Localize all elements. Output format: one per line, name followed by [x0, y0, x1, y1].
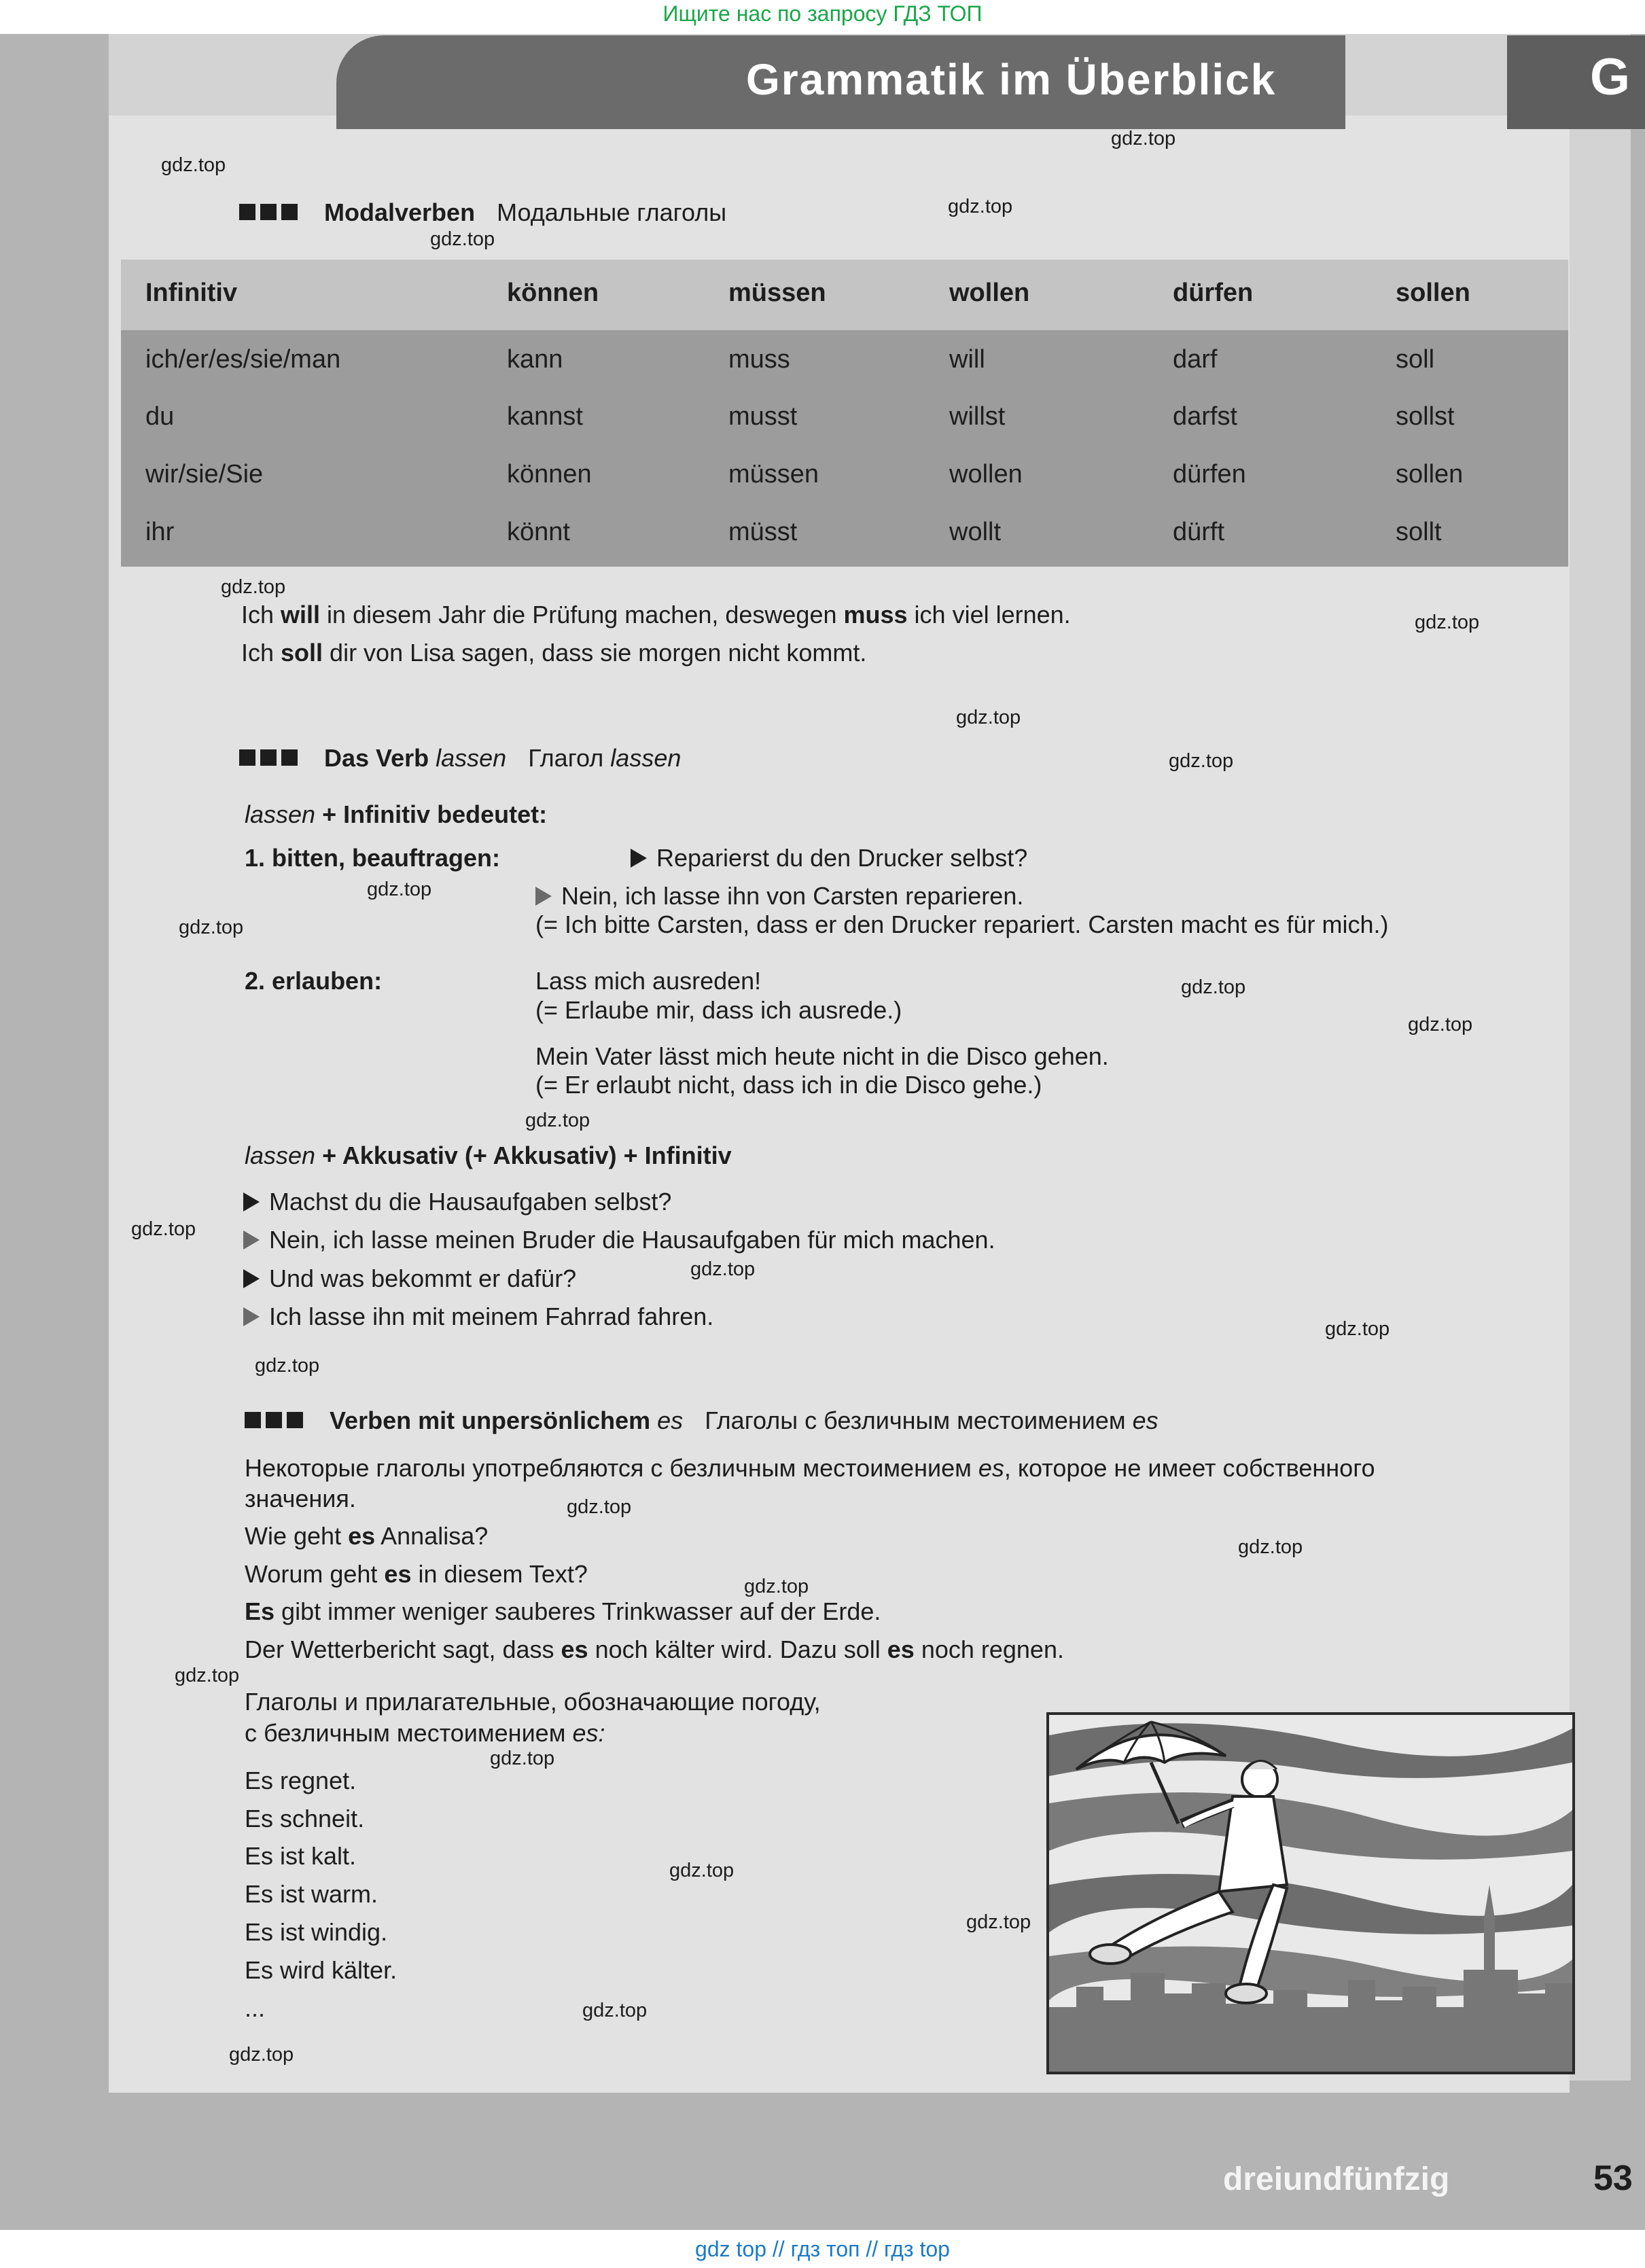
watermark-text: gdz.top — [525, 1110, 590, 1131]
watermark-text: gdz.top — [255, 1355, 320, 1377]
table-cell: dürfen — [1173, 460, 1246, 489]
page-title: Grammatik im Überblick — [746, 55, 1277, 104]
watermark-text: gdz.top — [490, 1748, 555, 1769]
modal-verbs-subtitle: Модальные глаголы — [497, 198, 727, 226]
table-cell: musst — [728, 402, 798, 431]
modal-verbs-title: Modalverben — [324, 198, 476, 226]
lassen-point-1-label: 1. bitten, beauftragen: — [245, 844, 501, 872]
watermark-text: gdz.top — [956, 707, 1021, 728]
weather-item: Es ist warm. — [245, 1880, 378, 1908]
watermark-text: gdz.top — [367, 879, 432, 900]
es-example: Der Wetterbericht sagt, dass es noch kälter wird. Dazu soll es noch regnen. — [245, 1635, 1064, 1663]
table-cell: ihr — [145, 518, 175, 546]
lassen-point-2-line: (= Er erlaubt nicht, dass ich in die Disco gehe.) — [535, 1071, 1042, 1099]
dialog-line: Machst du die Hausaufgaben selbst? — [243, 1188, 671, 1216]
lassen-point-2-line: Mein Vater lässt mich heute nicht in die Disco gehen. — [535, 1042, 1109, 1070]
page-number-word: dreiundfünfzig — [1223, 2161, 1450, 2197]
square-bullet-icon — [239, 749, 255, 766]
square-bullet-icon — [287, 1412, 303, 1428]
table-header: können — [507, 279, 599, 307]
top-search-link[interactable]: Ищите нас по запросу ГДЗ ТОП — [662, 1, 983, 26]
watermark-text: gdz.top — [175, 1665, 240, 1686]
square-bullet-icon — [260, 749, 277, 766]
arrow-icon — [243, 1269, 260, 1288]
table-cell: soll — [1396, 345, 1435, 374]
watermark-text: gdz.top — [1408, 1014, 1473, 1035]
table-header: müssen — [728, 279, 826, 307]
modal-example-2: Ich soll dir von Lisa sagen, dass sie morgen nicht kommt. — [241, 639, 867, 667]
es-heading: Verben mit unpersönlichem es Глаголы с безличным местоимением es — [245, 1406, 1158, 1435]
section-tab-letter: G — [1590, 48, 1631, 106]
weather-item: ... — [245, 1994, 266, 2022]
table-cell: könnt — [507, 518, 570, 546]
arrow-icon — [243, 1192, 260, 1211]
weather-item: Es ist kalt. — [245, 1842, 357, 1870]
table-cell: sollt — [1396, 518, 1442, 546]
dialog-line: Und was bekommt er dafür? — [243, 1264, 576, 1293]
es-example: Worum geht es in diesem Text? — [245, 1560, 588, 1588]
table-cell: wir/sie/Sie — [145, 460, 264, 489]
watermark-text: gdz.top — [1238, 1536, 1303, 1558]
watermark-text: gdz.top — [567, 1496, 632, 1518]
square-bullet-icon — [281, 204, 298, 220]
es-intro-line: Некоторые глаголы употребляются с безличным местоимением es, которое не имеет собственного — [245, 1454, 1375, 1482]
table-cell: sollen — [1396, 460, 1464, 489]
weather-intro-line: с безличным местоимением es: — [245, 1719, 605, 1747]
lassen-heading: Das Verb lassen Глагол lassen — [239, 744, 681, 773]
table-cell: können — [507, 460, 592, 489]
modal-verbs-heading — [239, 198, 726, 227]
es-example: Wie geht es Annalisa? — [245, 1522, 489, 1550]
weather-item: Es wird kälter. — [245, 1956, 397, 1984]
table-cell: sollst — [1396, 402, 1455, 431]
arrow-icon — [631, 849, 647, 868]
watermark-text: gdz.top — [948, 196, 1013, 217]
table-cell: wollt — [949, 518, 1002, 546]
lassen-point-2-line: Lass mich ausreden! — [535, 967, 762, 995]
square-bullet-icon — [266, 1412, 282, 1428]
windy-weather-drawing — [1049, 1715, 1572, 2072]
table-cell: wollen — [949, 460, 1023, 489]
weather-item: Es regnet. — [245, 1767, 357, 1794]
es-example: Es gibt immer weniger sauberes Trinkwasser auf der Erde. — [245, 1597, 881, 1625]
table-cell: müssen — [728, 460, 819, 489]
watermark-text: gdz.top — [430, 228, 495, 250]
square-bullet-icon — [260, 204, 277, 220]
table-cell: will — [949, 345, 985, 374]
watermark-text: gdz.top — [131, 1218, 196, 1240]
page-number: 53 — [1593, 2159, 1633, 2198]
windy-weather-illustration — [1046, 1712, 1575, 2074]
lassen-point-1-answer: Nein, ich lasse ihn von Carsten reparieren. — [535, 882, 1023, 910]
watermark-text: gdz.top — [1111, 128, 1176, 149]
watermark-text: gdz.top — [582, 2000, 648, 2021]
watermark-text: gdz.top — [221, 576, 286, 598]
table-header: dürfen — [1173, 279, 1254, 307]
table-header: wollen — [949, 279, 1030, 307]
lassen-means-heading: lassen + Infinitiv bedeutet: — [245, 800, 548, 828]
table-cell: willst — [949, 402, 1006, 431]
watermark-text: gdz.top — [229, 2044, 294, 2066]
modal-example-1: Ich will in diesem Jahr die Prüfung machen, deswegen muss ich viel lernen. — [241, 601, 1071, 628]
arrow-icon — [243, 1307, 260, 1326]
square-bullet-icon — [245, 1412, 261, 1428]
square-bullet-icon — [281, 749, 298, 766]
dialog-line: Ich lasse ihn mit meinem Fahrrad fahren. — [243, 1303, 713, 1331]
watermark-text: gdz.top — [1415, 612, 1480, 633]
watermark-text: gdz.top — [1325, 1318, 1390, 1340]
table-cell: darf — [1173, 345, 1218, 374]
watermark-text: gdz.top — [161, 154, 226, 176]
table-cell: dürft — [1173, 518, 1225, 546]
lassen-point-1-question: Reparierst du den Drucker selbst? — [631, 844, 1027, 872]
arrow-icon — [535, 887, 552, 906]
table-cell: kann — [507, 345, 563, 374]
weather-item: Es ist windig. — [245, 1918, 388, 1946]
watermark-text: gdz.top — [744, 1576, 809, 1597]
table-cell: müsst — [728, 518, 798, 546]
es-intro-line: значения. — [245, 1485, 356, 1512]
weather-item: Es schneit. — [245, 1805, 365, 1832]
table-cell: muss — [728, 345, 790, 374]
lassen-accusative-heading: lassen + Akkusativ (+ Akkusativ) + Infinitiv — [245, 1141, 732, 1169]
lassen-point-2-line: (= Erlaube mir, dass ich ausrede.) — [535, 996, 902, 1024]
watermark-text: gdz.top — [179, 917, 244, 938]
table-header: sollen — [1396, 279, 1470, 307]
bottom-search-link[interactable]: gdz top // гдз топ // гдз top — [695, 2237, 950, 2261]
table-cell: ich/er/es/sie/man — [145, 345, 341, 374]
table-cell: kannst — [507, 402, 583, 431]
table-cell: du — [145, 402, 175, 431]
table-header: Infinitiv — [145, 279, 238, 307]
table-cell: darfst — [1173, 402, 1238, 431]
watermark-text: gdz.top — [966, 1911, 1031, 1933]
watermark-text: gdz.top — [1169, 750, 1234, 772]
lassen-point-1-explanation: (= Ich bitte Carsten, dass er den Drucker repariert. Carsten macht es für mich.) — [535, 910, 1389, 938]
watermark-text: gdz.top — [690, 1258, 756, 1280]
table-header-row — [121, 260, 1568, 330]
lassen-point-2-label: 2. erlauben: — [245, 967, 383, 995]
arrow-icon — [243, 1230, 260, 1250]
watermark-text: gdz.top — [1181, 976, 1246, 998]
square-bullet-icon — [239, 204, 255, 220]
watermark-text: gdz.top — [669, 1860, 735, 1881]
dialog-line: Nein, ich lasse meinen Bruder die Hausaufgaben für mich machen. — [243, 1226, 995, 1254]
weather-intro-line: Глаголы и прилагательные, обозначающие погоду, — [245, 1688, 821, 1716]
